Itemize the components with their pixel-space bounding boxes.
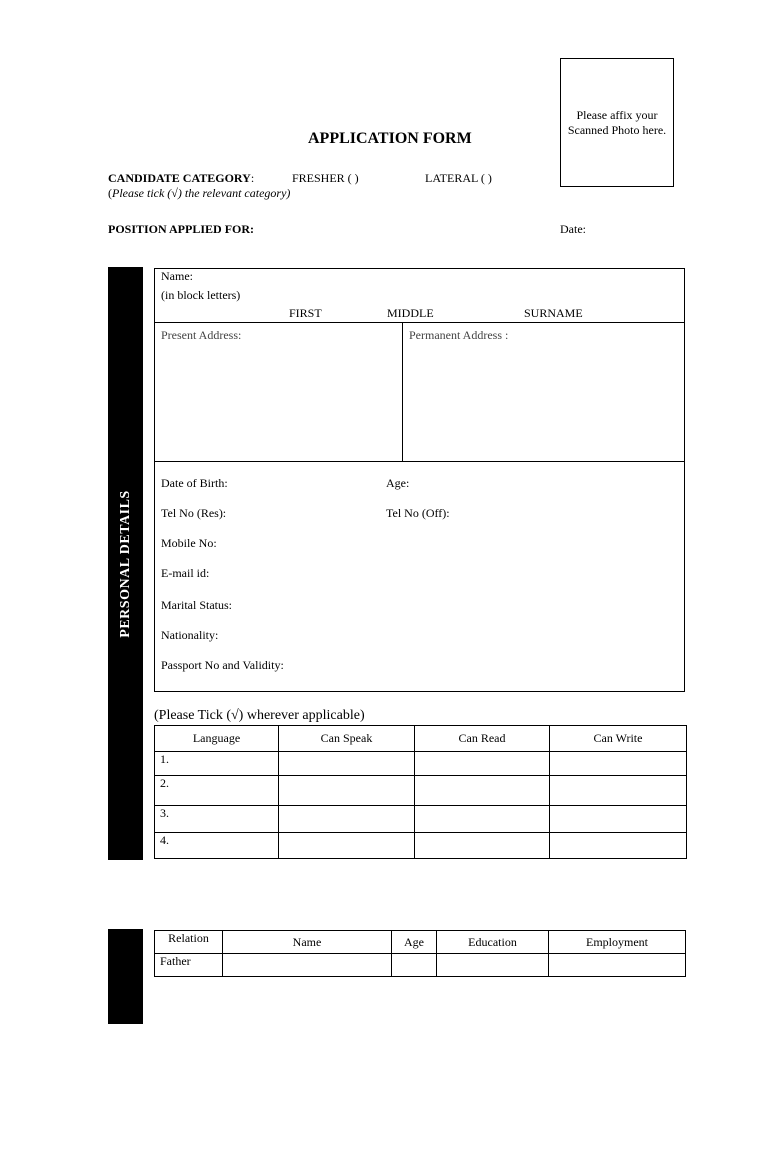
family-name-cell[interactable] (223, 954, 392, 977)
table-row (155, 752, 687, 776)
language-row-number: 3. (155, 806, 279, 833)
mobile-label: Mobile No: (161, 536, 217, 550)
surname-label: SURNAME (524, 306, 583, 320)
passport-label: Passport No and Validity: (161, 658, 284, 672)
form-title: APPLICATION FORM (308, 130, 472, 147)
can-write-cell[interactable] (550, 806, 687, 833)
can-speak-cell[interactable] (279, 776, 415, 806)
header-relation: Relation (155, 931, 223, 954)
family-details-sidebar (108, 929, 143, 1161)
divider (155, 461, 684, 462)
marital-status-label: Marital Status: (161, 598, 232, 612)
present-address-label: Present Address: (161, 328, 242, 342)
photo-placeholder-box (560, 58, 674, 187)
can-read-cell[interactable] (415, 833, 550, 859)
header-age: Age (392, 931, 437, 954)
family-age-cell[interactable] (392, 954, 437, 977)
header-can-write: Can Write (550, 726, 687, 752)
header-can-read: Can Read (415, 726, 550, 752)
fresher-option[interactable]: FRESHER ( ) (292, 171, 359, 185)
language-table-header (155, 726, 687, 752)
age-label: Age: (386, 476, 410, 490)
first-name-label: FIRST (289, 306, 322, 320)
divider (155, 322, 684, 323)
photo-placeholder-text: Please affix your Scanned Photo here. (567, 107, 667, 137)
header-name: Name (223, 931, 392, 954)
dob-label: Date of Birth: (161, 476, 228, 490)
table-row (155, 833, 687, 859)
middle-name-label: MIDDLE (387, 306, 434, 320)
language-row-number: 2. (155, 776, 279, 806)
language-table (154, 725, 687, 859)
candidate-category-label: CANDIDATE CATEGORY (108, 171, 251, 185)
can-read-cell[interactable] (415, 752, 550, 776)
address-divider (402, 322, 403, 461)
header-language: Language (155, 726, 279, 752)
candidate-category-colon: : (250, 171, 255, 185)
personal-details-sidebar (108, 267, 143, 860)
family-table (154, 930, 686, 977)
candidate-category (108, 171, 254, 186)
personal-details-title: PERSONAL DETAILS (117, 489, 133, 638)
personal-details-box (154, 268, 685, 692)
name-label: Name: (161, 269, 193, 283)
language-row-number: 4. (155, 833, 279, 859)
language-tick-note: (Please Tick (√) wherever applicable) (154, 708, 365, 723)
nationality-label: Nationality: (161, 628, 219, 642)
category-note-open: ( (108, 186, 112, 200)
email-label: E-mail id: (161, 566, 210, 580)
tel-res-label: Tel No (Res): (161, 506, 227, 520)
family-education-cell[interactable] (437, 954, 549, 977)
can-speak-cell[interactable] (279, 806, 415, 833)
header-education: Education (437, 931, 549, 954)
can-write-cell[interactable] (550, 752, 687, 776)
lateral-option[interactable]: LATERAL ( ) (425, 171, 492, 185)
position-applied-label: POSITION APPLIED FOR: (108, 222, 255, 236)
category-note (108, 186, 290, 201)
can-write-cell[interactable] (550, 833, 687, 859)
tel-off-label: Tel No (Off): (386, 506, 450, 520)
family-employment-cell[interactable] (549, 954, 686, 977)
table-row (155, 954, 686, 977)
family-table-header (155, 931, 686, 954)
can-write-cell[interactable] (550, 776, 687, 806)
can-speak-cell[interactable] (279, 752, 415, 776)
header-employment: Employment (549, 931, 686, 954)
table-row (155, 806, 687, 833)
table-row (155, 776, 687, 806)
permanent-address-label: Permanent Address : (409, 328, 509, 342)
header-can-speak: Can Speak (279, 726, 415, 752)
relation-cell: Father (155, 954, 223, 977)
can-speak-cell[interactable] (279, 833, 415, 859)
date-label: Date: (560, 222, 586, 236)
name-hint: (in block letters) (161, 288, 241, 302)
can-read-cell[interactable] (415, 806, 550, 833)
language-row-number: 1. (155, 752, 279, 776)
family-details-title: FAMILY DETAILS (117, 1036, 133, 1161)
category-note-text: Please tick (√) the relevant category) (112, 186, 291, 200)
can-read-cell[interactable] (415, 776, 550, 806)
